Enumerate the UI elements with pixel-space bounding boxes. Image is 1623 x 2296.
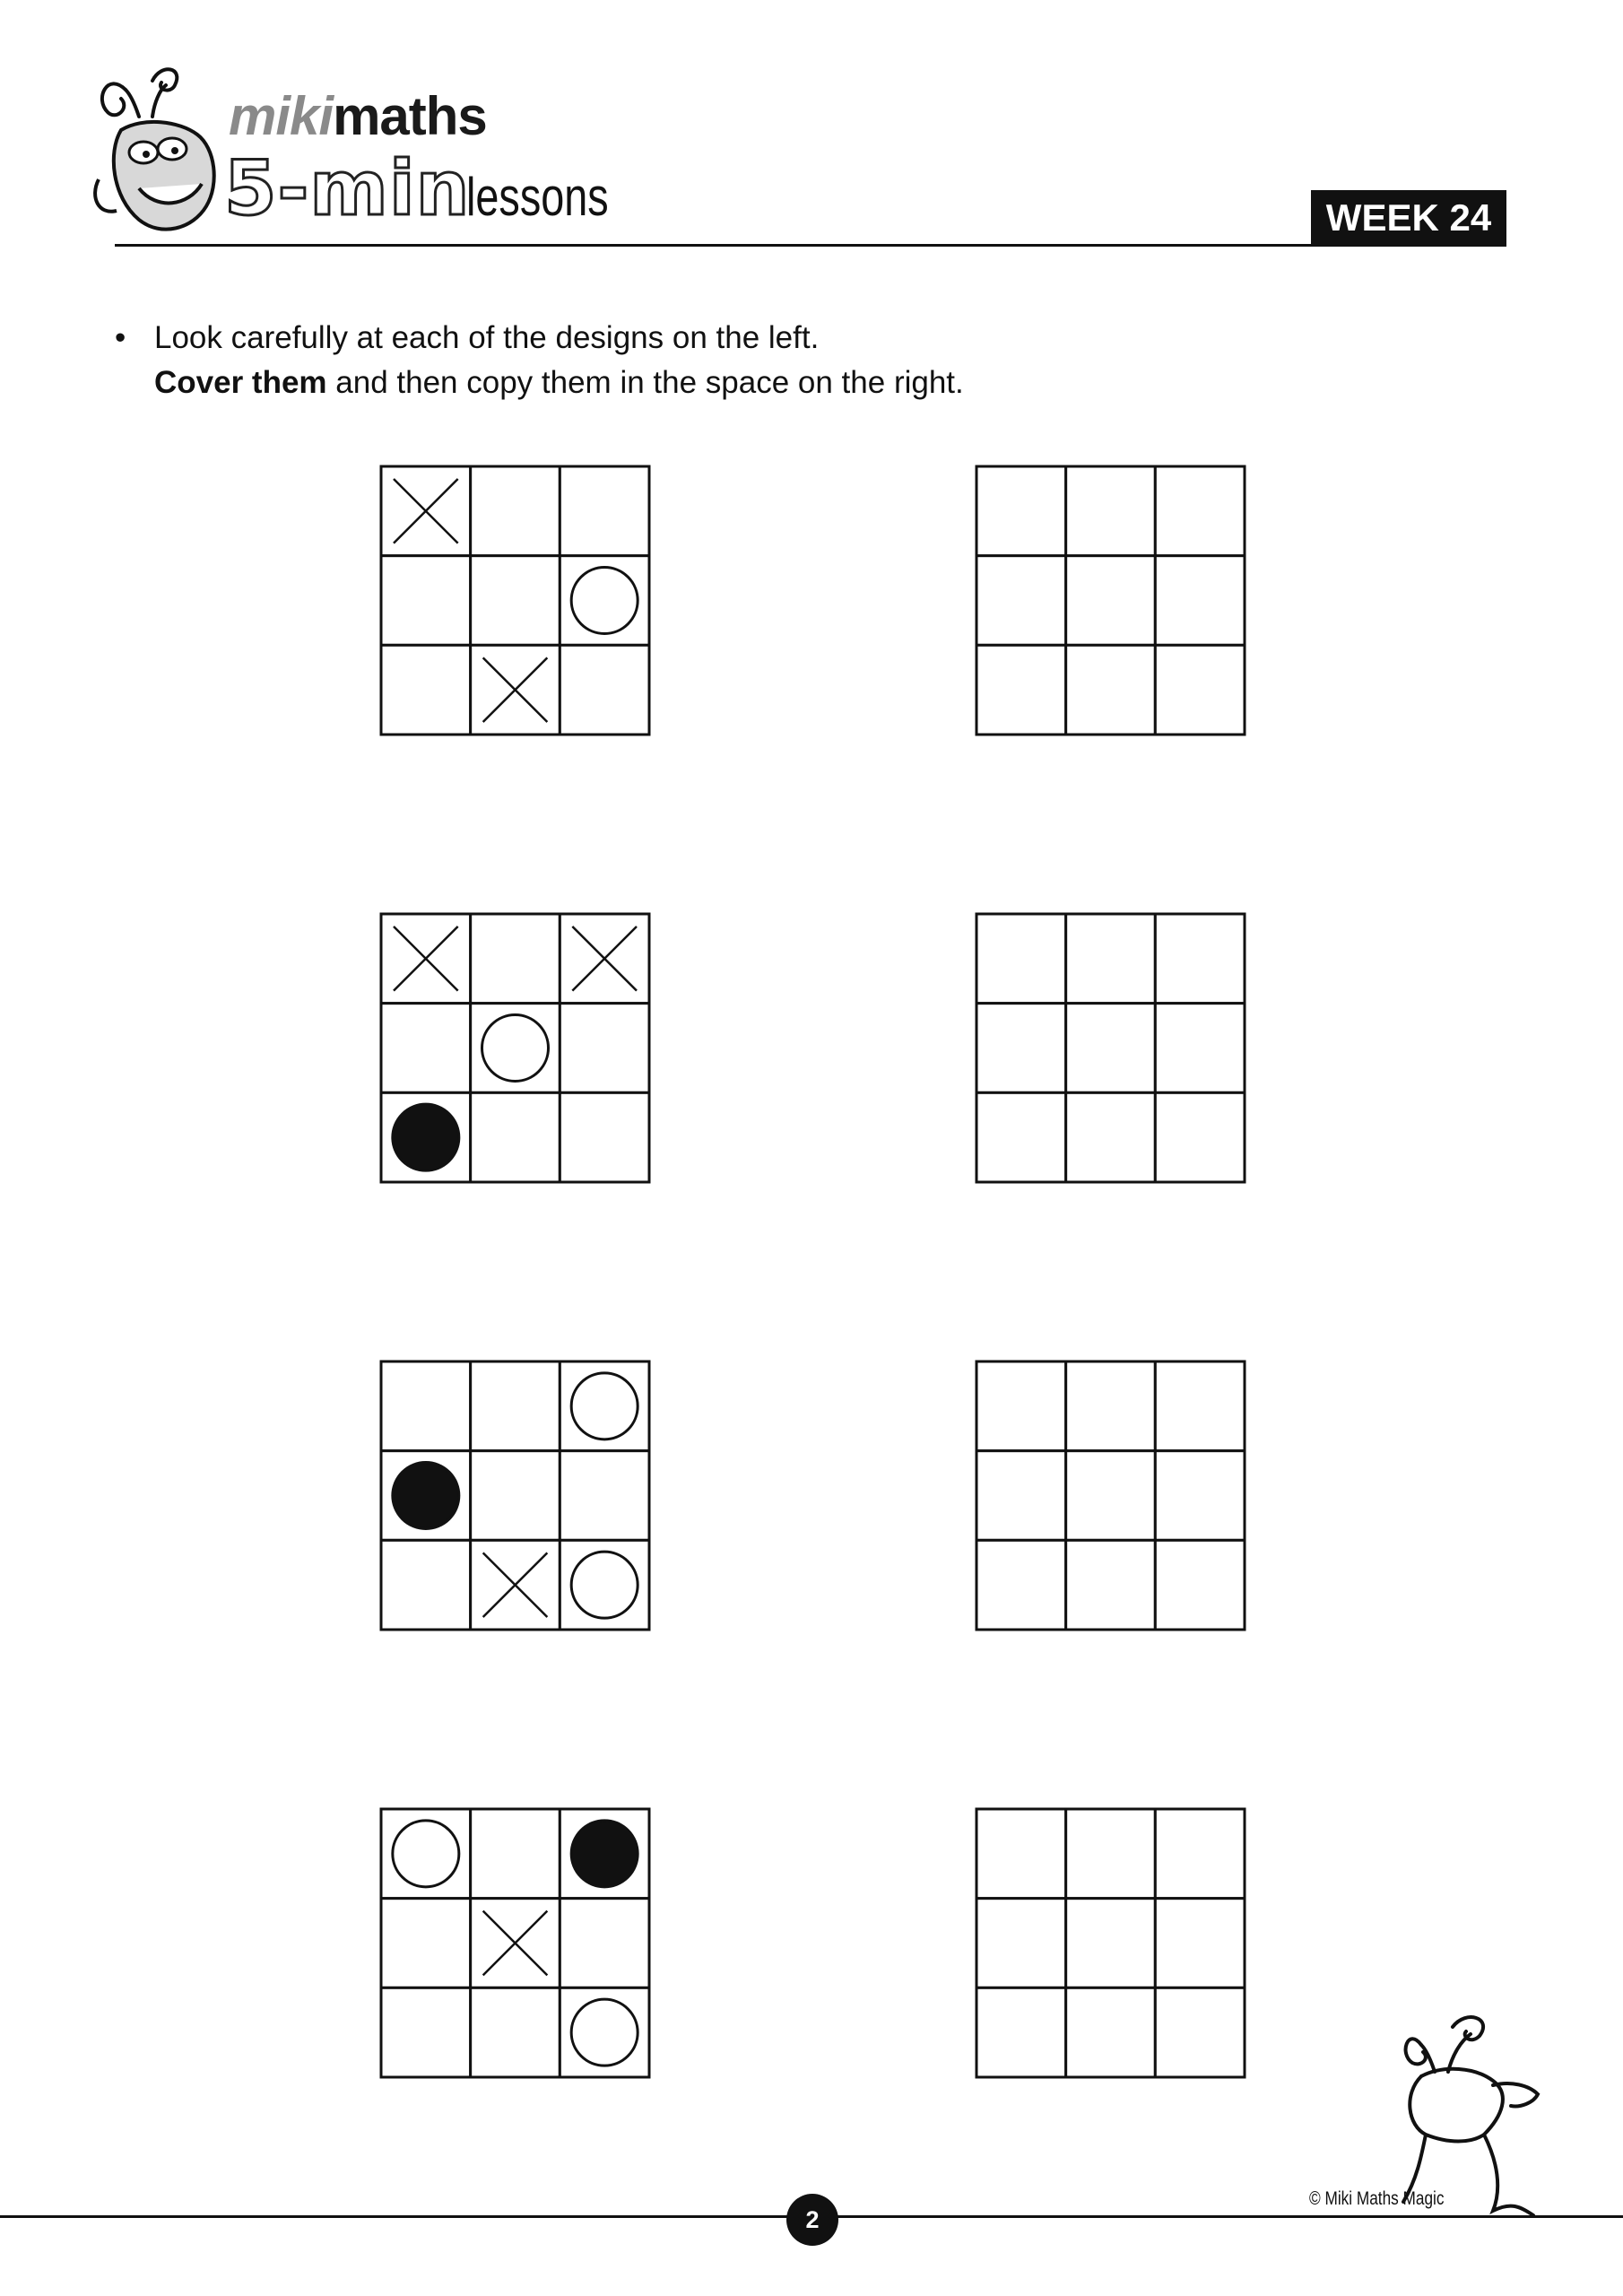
grid-cell: [471, 556, 560, 646]
grid-cell: [381, 1451, 471, 1541]
grid-cell[interactable]: [976, 1899, 1066, 1988]
grid-cell[interactable]: [976, 1987, 1066, 2077]
brand-maths: maths: [333, 86, 487, 146]
miki-mascot-logo: [90, 63, 233, 247]
grid-cell: [471, 1451, 560, 1541]
grid-cell[interactable]: [1066, 466, 1156, 556]
grid-cell: [471, 914, 560, 1004]
grid-cell[interactable]: [1155, 1987, 1245, 2077]
grid-cell[interactable]: [976, 1540, 1066, 1630]
grid-cell: [471, 1540, 560, 1630]
grid-cell[interactable]: [1155, 1451, 1245, 1541]
grid-cell[interactable]: [976, 645, 1066, 735]
grid-cell[interactable]: [976, 1361, 1066, 1451]
grid-cell: [560, 1004, 649, 1093]
grid-cell: [560, 1809, 649, 1899]
grid-cell: [471, 466, 560, 556]
instruction-line-1: Look carefully at each of the designs on the left.: [154, 320, 820, 355]
grid-cell: [471, 1987, 560, 2077]
grid-cell[interactable]: [976, 1809, 1066, 1899]
grid-cell: [381, 1092, 471, 1182]
grid-cell[interactable]: [1155, 1004, 1245, 1093]
grid-cell[interactable]: [1066, 914, 1156, 1004]
copyright: © Miki Maths Magic: [1309, 2188, 1445, 2209]
grid-cell[interactable]: [1066, 1004, 1156, 1093]
design-grid-1: [379, 465, 651, 736]
grid-cell[interactable]: [1066, 1540, 1156, 1630]
open-circle-mark: [482, 1015, 549, 1082]
grid-cell[interactable]: [976, 466, 1066, 556]
grid-cell: [560, 1987, 649, 2077]
grid-cell[interactable]: [976, 1004, 1066, 1093]
grid-cell[interactable]: [976, 1092, 1066, 1182]
open-circle-mark: [571, 568, 638, 634]
grid-cell: [560, 1092, 649, 1182]
open-circle-mark: [393, 1821, 459, 1887]
grid-cell: [560, 1540, 649, 1630]
grid-cell: [381, 914, 471, 1004]
grid-cell[interactable]: [1155, 1092, 1245, 1182]
grid-cell[interactable]: [976, 914, 1066, 1004]
grid-cell: [560, 645, 649, 735]
grid-cell[interactable]: [1155, 1540, 1245, 1630]
grid-cell: [381, 1809, 471, 1899]
copy-grid-3[interactable]: [975, 1360, 1246, 1631]
grid-cell: [381, 1361, 471, 1451]
grid-cell: [381, 1540, 471, 1630]
grid-cell[interactable]: [1155, 466, 1245, 556]
grid-cell: [560, 1899, 649, 1988]
grid-cell: [471, 1361, 560, 1451]
design-grid-2: [379, 912, 651, 1184]
grid-cell[interactable]: [1155, 556, 1245, 646]
grid-cell[interactable]: [1066, 1092, 1156, 1182]
grid-cell[interactable]: [1066, 1451, 1156, 1541]
grid-cell[interactable]: [1155, 1809, 1245, 1899]
brand-5min: 5-min: [224, 144, 471, 232]
grid-cell: [471, 645, 560, 735]
filled-circle-mark: [571, 1821, 638, 1887]
grid-cell: [560, 914, 649, 1004]
week-badge: WEEK 24: [1311, 190, 1506, 246]
design-grid-3: [379, 1360, 651, 1631]
grid-cell: [471, 1004, 560, 1093]
page-number-badge: 2: [786, 2194, 838, 2246]
grid-cell[interactable]: [976, 556, 1066, 646]
open-circle-mark: [571, 1552, 638, 1618]
grid-cell[interactable]: [1066, 1809, 1156, 1899]
grid-cell[interactable]: [1066, 556, 1156, 646]
instruction-rest: and then copy them in the space on the right.: [326, 365, 964, 400]
grid-cell: [381, 556, 471, 646]
brand-wordmark: [229, 86, 487, 146]
grid-cell[interactable]: [1155, 645, 1245, 735]
open-circle-mark: [571, 1999, 638, 2066]
grid-cell: [381, 1899, 471, 1988]
filled-circle-mark: [393, 1104, 459, 1170]
grid-cell[interactable]: [976, 1451, 1066, 1541]
copy-grid-2[interactable]: [975, 912, 1246, 1184]
brand-lessons: lessons: [466, 167, 609, 227]
grid-cell[interactable]: [1066, 1361, 1156, 1451]
grid-cell[interactable]: [1066, 1899, 1156, 1988]
grid-cell: [381, 1004, 471, 1093]
copy-grid-1[interactable]: [975, 465, 1246, 736]
instruction-bold: Cover them: [154, 365, 327, 400]
grid-cell: [560, 466, 649, 556]
grid-cell: [381, 645, 471, 735]
grid-cell: [560, 1361, 649, 1451]
grid-cell: [381, 1987, 471, 2077]
brand-miki: miki: [229, 86, 334, 146]
grid-cell[interactable]: [1155, 1361, 1245, 1451]
filled-circle-mark: [393, 1463, 459, 1529]
grid-cell[interactable]: [1155, 914, 1245, 1004]
grid-cell[interactable]: [1155, 1899, 1245, 1988]
instruction-line-2: [154, 361, 964, 405]
grid-cell[interactable]: [1066, 1987, 1156, 2077]
grid-cell: [560, 1451, 649, 1541]
header-divider: [115, 244, 1506, 247]
bullet: •: [115, 320, 126, 355]
open-circle-mark: [571, 1373, 638, 1439]
grid-cell: [471, 1899, 560, 1988]
copy-grid-4[interactable]: [975, 1807, 1246, 2079]
grid-cell: [381, 466, 471, 556]
grid-cell: [560, 556, 649, 646]
grid-cell: [471, 1092, 560, 1182]
design-grid-4: [379, 1807, 651, 2079]
grid-cell[interactable]: [1066, 645, 1156, 735]
grid-cell: [471, 1809, 560, 1899]
